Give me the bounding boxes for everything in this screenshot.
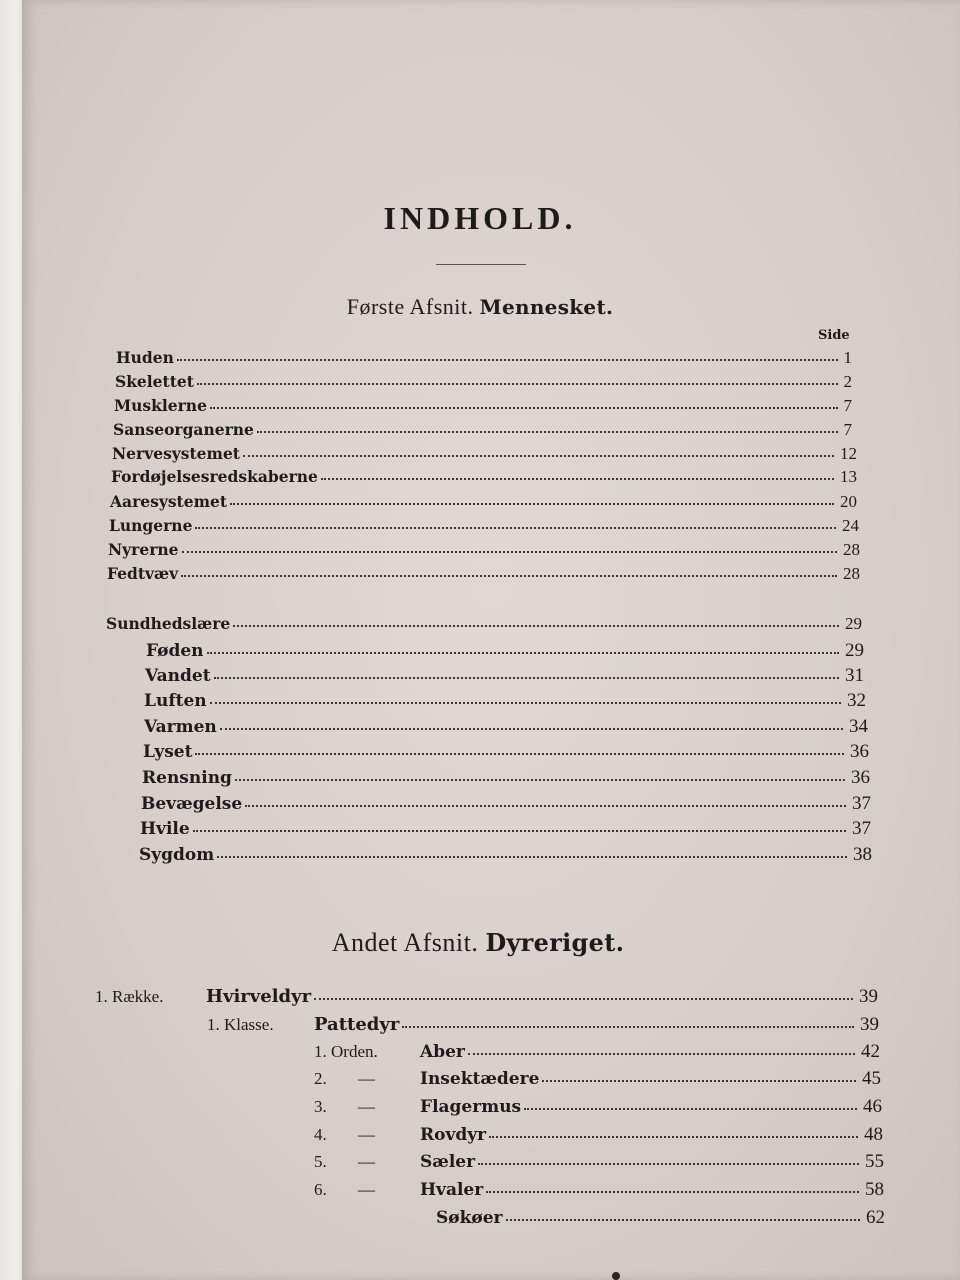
- entry-page: 48: [864, 1124, 883, 1145]
- entry-page: 46: [863, 1096, 882, 1117]
- toc-entry[interactable]: [420, 1096, 882, 1120]
- entry-page: 12: [840, 444, 857, 463]
- toc-subentry[interactable]: [143, 741, 869, 765]
- toc-entry[interactable]: [112, 444, 857, 468]
- section1-prefix: Første Afsnit.: [346, 294, 474, 319]
- entry-page: 38: [853, 844, 872, 865]
- dot-leader: [214, 673, 839, 679]
- ditto-dash: —: [358, 1069, 375, 1088]
- dot-leader: [314, 994, 853, 1000]
- entry-page: 58: [865, 1179, 884, 1200]
- entry-label: Sygdom: [139, 845, 215, 865]
- entry-page: 42: [861, 1041, 880, 1062]
- toc-entry[interactable]: [108, 540, 860, 564]
- entry-page: 29: [845, 614, 862, 633]
- entry-page: 31: [845, 665, 864, 686]
- toc-entry[interactable]: [420, 1124, 883, 1148]
- entry-label: Lungerne: [109, 516, 193, 535]
- toc-entry[interactable]: [114, 396, 852, 420]
- entry-label: Flagermus: [420, 1097, 522, 1117]
- entry-page: 1: [843, 348, 852, 367]
- entry-page: 7: [843, 420, 852, 439]
- entry-label: Føden: [146, 641, 204, 661]
- row-prefix: 2.: [314, 1069, 327, 1088]
- entry-label: Musklerne: [114, 396, 207, 415]
- entry-label: Insektædere: [420, 1069, 540, 1089]
- entry-label: Hvaler: [420, 1180, 484, 1200]
- dot-leader: [177, 355, 838, 361]
- dot-leader: [257, 427, 838, 433]
- toc-entry[interactable]: [107, 564, 860, 588]
- entry-page: 34: [849, 716, 868, 737]
- side-column-label: Side: [818, 328, 850, 343]
- entry-label: Bevægelse: [141, 794, 243, 814]
- toc-entry[interactable]: [111, 467, 857, 491]
- entry-page: 28: [843, 540, 860, 559]
- entry-page: 24: [842, 516, 859, 535]
- dot-leader: [210, 403, 838, 409]
- dot-leader: [489, 1132, 858, 1138]
- dot-leader: [181, 571, 837, 577]
- entry-label: Huden: [116, 348, 174, 367]
- dot-leader: [478, 1159, 859, 1165]
- dot-leader: [197, 379, 838, 385]
- dot-leader: [193, 826, 846, 832]
- entry-label: Hvirveldyr: [206, 986, 312, 1007]
- toc-entry[interactable]: [420, 1041, 880, 1065]
- toc-subentry[interactable]: [141, 793, 871, 817]
- dot-leader: [220, 724, 843, 730]
- entry-label: Nyrerne: [108, 540, 179, 559]
- entry-label: Skelettet: [115, 372, 194, 391]
- section2-name: Dyreriget.: [485, 928, 625, 957]
- toc-entry[interactable]: [436, 1207, 885, 1231]
- dot-leader: [210, 698, 841, 704]
- dot-leader: [506, 1215, 860, 1221]
- ink-mark: [612, 1272, 620, 1280]
- entry-label: Varmen: [144, 717, 217, 737]
- entry-label: Aaresystemet: [110, 492, 227, 511]
- dot-leader: [233, 621, 839, 627]
- dot-leader: [195, 749, 844, 755]
- toc-subentry[interactable]: [142, 767, 870, 791]
- entry-page: 36: [850, 741, 869, 762]
- row-prefix: 6.: [314, 1180, 327, 1199]
- dot-leader: [235, 775, 845, 781]
- toc-entry[interactable]: [314, 1014, 879, 1038]
- toc-entry-health[interactable]: [106, 614, 862, 638]
- toc-entry[interactable]: [109, 516, 859, 540]
- row-prefix: 5.: [314, 1152, 327, 1171]
- entry-page: 20: [840, 492, 857, 511]
- entry-page: 7: [843, 396, 852, 415]
- entry-label: Søkøer: [436, 1208, 503, 1228]
- entry-label: Fordøjelsesredskaberne: [111, 467, 318, 486]
- dot-leader: [243, 451, 834, 457]
- section2-prefix: Andet Afsnit.: [331, 928, 479, 957]
- entry-label: Rovdyr: [420, 1125, 487, 1145]
- entry-page: 36: [851, 767, 870, 788]
- entry-page: 29: [845, 640, 864, 661]
- toc-entry[interactable]: [206, 986, 878, 1010]
- entry-page: 37: [852, 793, 871, 814]
- dot-leader: [542, 1076, 856, 1082]
- entry-page: 55: [865, 1151, 884, 1172]
- entry-label: Nervesystemet: [112, 444, 240, 463]
- entry-label: Lyset: [143, 742, 193, 762]
- ditto-dash: —: [358, 1097, 375, 1116]
- entry-label: Sæler: [420, 1152, 476, 1172]
- entry-label: Rensning: [142, 768, 232, 788]
- section2-heading: [0, 928, 958, 958]
- dot-leader: [182, 547, 838, 553]
- toc-subentry[interactable]: [146, 640, 864, 664]
- entry-page: 37: [852, 818, 871, 839]
- section1-name: Mennesket.: [479, 295, 614, 319]
- entry-page: 39: [860, 1014, 879, 1035]
- dot-leader: [402, 1022, 854, 1028]
- dot-leader: [245, 801, 846, 807]
- entry-label: Pattedyr: [314, 1014, 400, 1035]
- toc-entry[interactable]: [420, 1179, 884, 1203]
- entry-page: 62: [866, 1207, 885, 1228]
- entry-label: Hvile: [140, 819, 190, 839]
- entry-label: Luften: [144, 691, 207, 711]
- toc-subentry[interactable]: [139, 844, 872, 868]
- row-prefix: 4.: [314, 1125, 327, 1144]
- row-prefix: 3.: [314, 1097, 327, 1116]
- entry-page: 45: [862, 1068, 881, 1089]
- dot-leader: [321, 474, 834, 480]
- toc-subentry[interactable]: [144, 716, 868, 740]
- toc-entry[interactable]: [110, 492, 857, 516]
- row-prefix: 1. Orden.: [314, 1042, 378, 1061]
- section1-heading: [0, 294, 960, 320]
- toc-entry[interactable]: [113, 420, 852, 444]
- entry-page: 28: [843, 564, 860, 583]
- entry-label: Sanseorganerne: [113, 420, 254, 439]
- toc-subentry[interactable]: [140, 818, 871, 842]
- dot-leader: [207, 648, 839, 654]
- entry-page: 32: [847, 690, 866, 711]
- entry-label: Sundhedslære: [106, 614, 231, 633]
- entry-label: Vandet: [145, 666, 211, 686]
- dot-leader: [195, 523, 836, 529]
- entry-page: 39: [859, 986, 878, 1007]
- entry-label: Fedtvæv: [107, 564, 179, 583]
- entry-page: 2: [843, 372, 852, 391]
- dot-leader: [468, 1049, 855, 1055]
- toc-subentry[interactable]: [144, 690, 866, 714]
- toc-entry[interactable]: [420, 1151, 884, 1175]
- dot-leader: [486, 1187, 859, 1193]
- toc-subentry[interactable]: [145, 665, 864, 689]
- dot-leader: [524, 1104, 857, 1110]
- row-prefix: 1. Klasse.: [207, 1015, 274, 1034]
- toc-entry[interactable]: [116, 348, 852, 372]
- ditto-dash: —: [358, 1180, 375, 1199]
- page-title: INDHOLD.: [383, 200, 577, 236]
- ditto-dash: —: [358, 1152, 375, 1171]
- dot-leader: [217, 852, 847, 858]
- toc-entry[interactable]: [420, 1068, 881, 1092]
- entry-label: Aber: [420, 1042, 465, 1062]
- row-prefix: 1. Række.: [95, 987, 164, 1006]
- entry-page: 13: [840, 467, 857, 486]
- toc-entry[interactable]: [115, 372, 852, 396]
- title-rule: [436, 264, 526, 265]
- ditto-dash: —: [358, 1125, 375, 1144]
- dot-leader: [230, 499, 834, 505]
